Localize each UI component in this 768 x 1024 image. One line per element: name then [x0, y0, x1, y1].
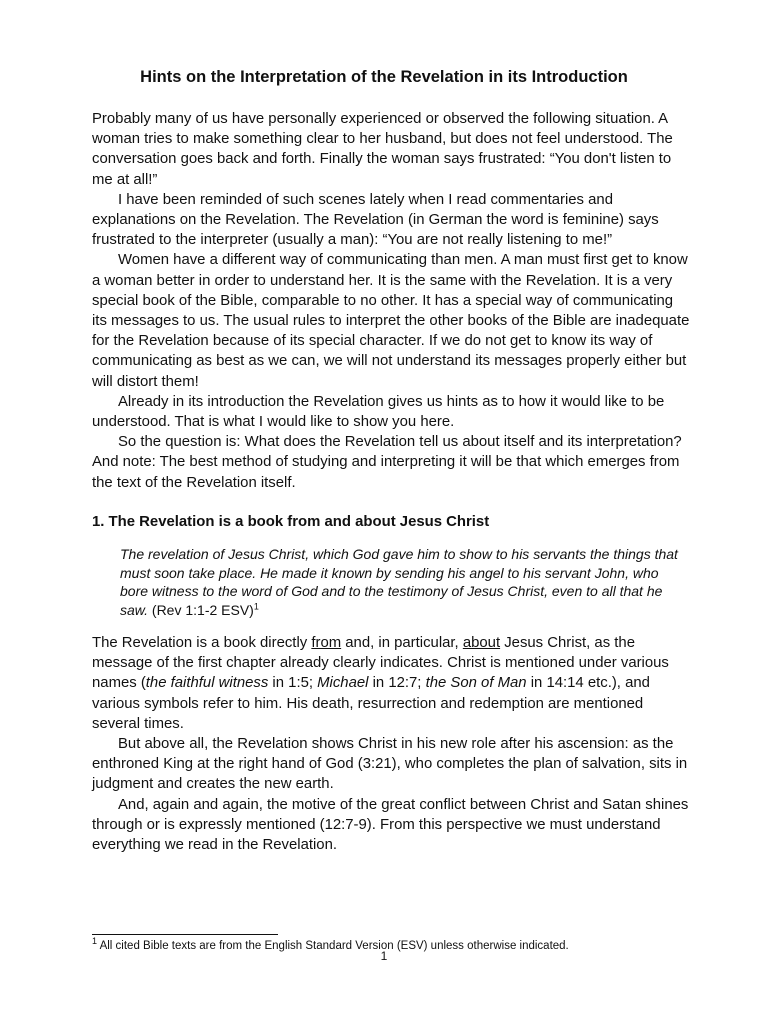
section-1-paragraph-3: And, again and again, the motive of the great conflict between Christ and Satan shines through or is expressly mentioned (12:7-9). From this perspective we must understand everything we read in the Revelation.: [92, 796, 689, 854]
intro-paragraph-5: So the question is: What does the Revelation tell us about itself and its interpretation? And note: The best method of studying and interpreting it will be that which emerges from the text of the Revelation itself.: [92, 434, 682, 491]
page-title: Hints on the Interpretation of the Revelation in its Introduction: [140, 68, 628, 86]
text-run: in 1:5;: [268, 675, 318, 692]
underlined-about: about: [462, 635, 501, 651]
text-run: and, in particular,: [341, 635, 463, 651]
quote-text: The revelation of Jesus Christ, which God gave him to show to his servants the things that must soon take place. He made it known by sending his angel to his servant John, who bore witness to the word of God and to the testimony of Jesus Christ, even to all that he saw.: [120, 546, 678, 618]
section-1-heading: 1. The Revelation is a book from and about Jesus Christ: [92, 514, 490, 530]
quote-reference: (Rev 1:1-2 ESV): [148, 601, 254, 618]
intro-paragraph-3: Women have a different way of communicating than men. A man must first get to know a woman better in order to understand her. It is the same with the Revelation. It is a very special book of the Bible, comparable to no other. It has a special way of communicating its messages to us. The usual rules to interpret the other books of the Bible are inadequate for the Revelation because of its special character. If we do not get to know its way of communicating as best as we can, we will not understand its messages properly either but will distort them!: [92, 252, 690, 390]
page-number: 1: [380, 949, 388, 963]
footnote-mark: 1: [92, 936, 98, 947]
scripture-quote: [120, 545, 680, 619]
footnote-reference: 1: [253, 600, 259, 611]
section-1-paragraph-1: [92, 633, 692, 734]
footnote-divider: [92, 934, 278, 935]
text-run: The Revelation is a book directly: [92, 635, 312, 651]
intro-paragraph-4: Already in its introduction the Revelation gives us hints as to how it would like to be understood. That is what I would like to show you here.: [92, 393, 665, 431]
text-run: in 14:14 etc.), and various symbols refer to him. His death, resurrection and redemption are mentioned several times.: [92, 675, 650, 732]
footnote-text: All cited Bible texts are from the English Standard Version (ESV) unless otherwise indicated.: [97, 940, 569, 952]
underlined-from: from: [311, 635, 342, 651]
section-1-body: [92, 633, 692, 855]
intro-paragraph-1: Probably many of us have personally experienced or observed the following situation. A woman tries to make something clear to her husband, but does not feel understood. The conversation goes back and forth. Finally the woman says frustrated: “You don't listen to me at all!”: [92, 111, 673, 188]
text-run: Jesus Christ, as the message of the first chapter already clearly indicates. Christ is mentioned under various names (: [92, 635, 669, 692]
intro-paragraph-2: I have been reminded of such scenes lately when I read commentaries and explanations on the Revelation. The Revelation (in German the word is feminine) says frustrated to the interpreter (usually a man): “You are not really listening to me!”: [92, 191, 659, 249]
section-1-paragraph-2: But above all, the Revelation shows Christ in his new role after his ascension: as the enthroned King at the right hand of God (3:21), who completes the plan of salvation, sits in judgment and creates the new earth.: [92, 736, 688, 793]
christ-name-son-of-man: the Son of Man: [425, 675, 527, 692]
text-run: in 12:7;: [368, 675, 426, 692]
christ-name-faithful-witness: the faithful witness: [145, 675, 269, 692]
christ-name-michael: Michael: [317, 675, 369, 692]
intro-section: [92, 109, 692, 493]
